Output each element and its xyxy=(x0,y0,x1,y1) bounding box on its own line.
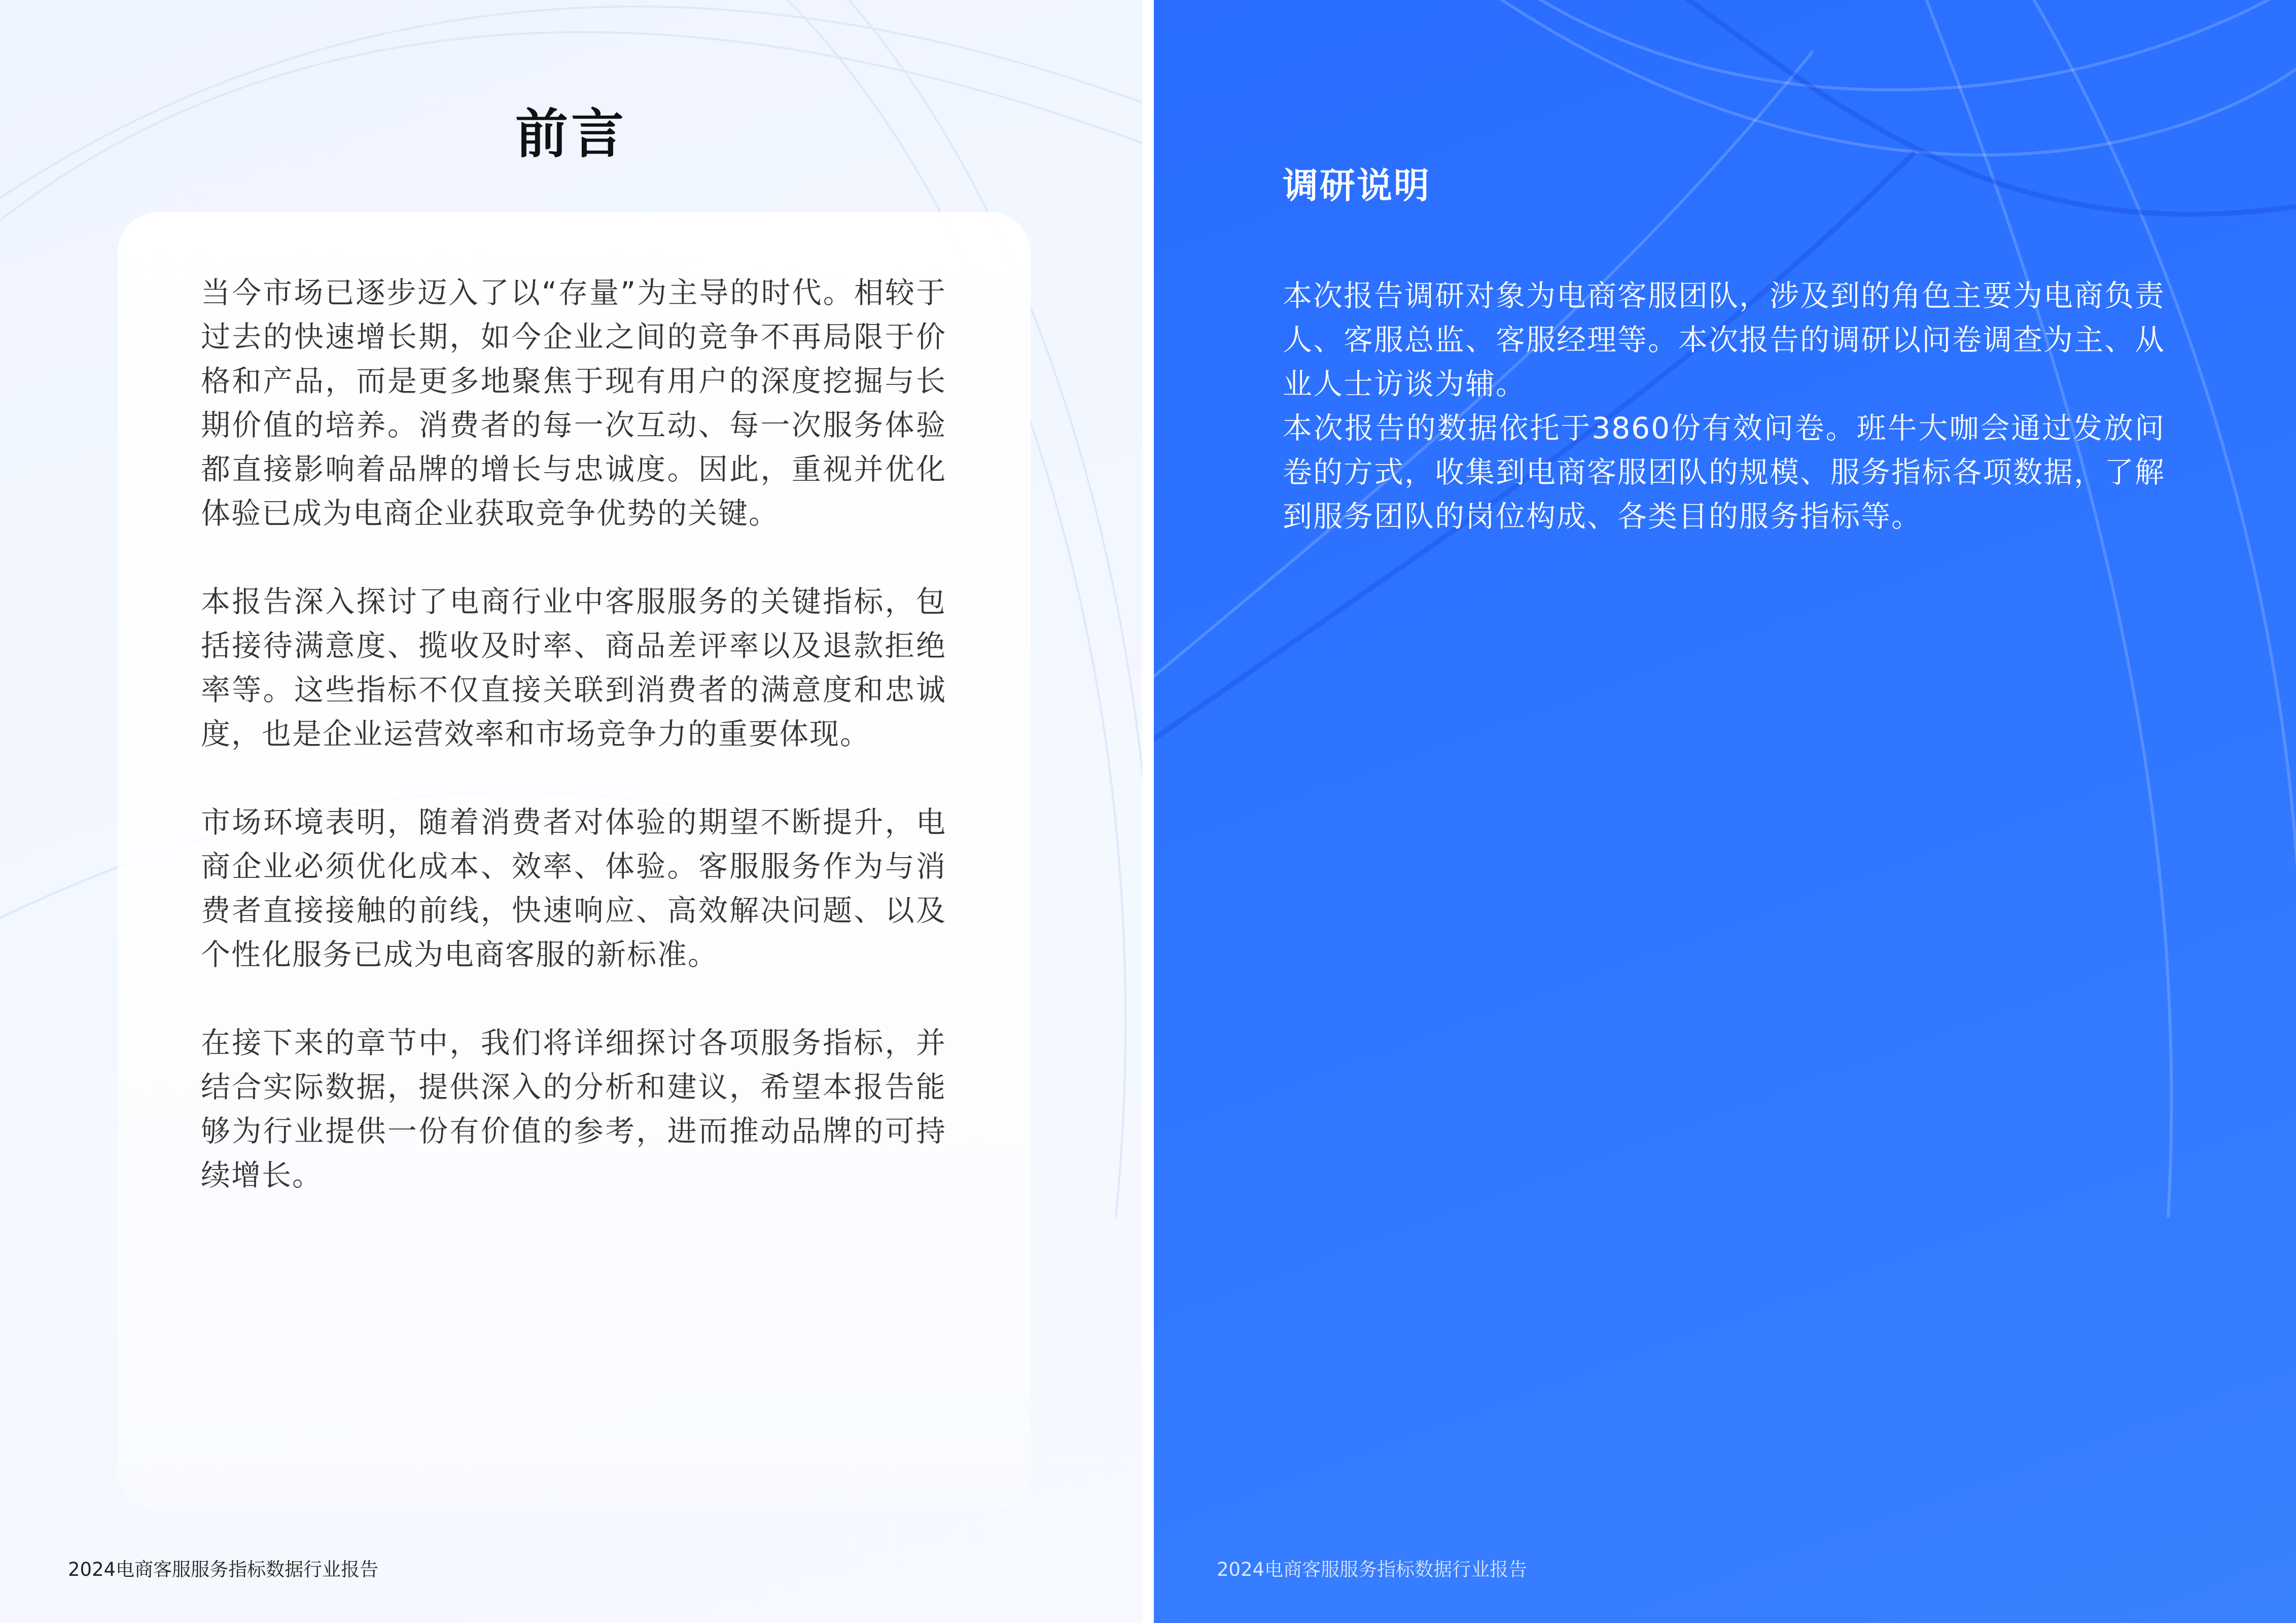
page-footer: 2024电商客服服务指标数据行业报告 xyxy=(1217,1559,1528,1580)
survey-paragraph-1: 本次报告调研对象为电商客服团队，涉及到的角色主要为电商负责人、客服总监、客服经理等。本次报告的调研以问卷调查为主、从业人士访谈为辅。 xyxy=(1283,278,2166,401)
section-title: 调研说明 xyxy=(1283,165,1431,206)
survey-paragraph-2: 本次报告的数据依托于3860份有效问卷。班牛大咖会通过发放问卷的方式，收集到电商客服团队的规模、服务指标各项数据，了解到服务团队的岗位构成、各类目的服务指标等。 xyxy=(1283,411,2166,534)
preface-card xyxy=(118,212,1031,1510)
preface-body xyxy=(201,271,946,1242)
preface-paragraph-3: 市场环境表明，随着消费者对体验的期望不断提升，电商企业必须优化成本、效率、体验。客服服务作为与消费者直接接触的前线，快速响应、高效解决问题、以及个性化服务已成为电商客服的新标准。 xyxy=(201,805,946,972)
preface-page xyxy=(0,0,1142,1623)
preface-paragraph-2: 本报告深入探讨了电商行业中客服服务的关键指标，包括接待满意度、揽收及时率、商品差评率以及退款拒绝率等。这些指标不仅直接关联到消费者的满意度和忠诚度，也是企业运营效率和市场竞争力的重要体现。 xyxy=(201,584,946,751)
decorative-curves xyxy=(1154,0,2296,1623)
preface-paragraph-1: 当今市场已逐步迈入了以“存量”为主导的时代。相较于过去的快速增长期，如今企业之间的竞争不再局限于价格和产品，而是更多地聚焦于现有用户的深度挖掘与长期价值的培养。消费者的每一次互动、每一次服务体验都直接影响着品牌的增长与忠诚度。因此，重视并优化体验已成为电商企业获取竞争优势的关键。 xyxy=(201,275,946,531)
survey-notes-body xyxy=(1283,274,2165,539)
page-title: 前言 xyxy=(515,103,627,165)
preface-paragraph-4: 在接下来的章节中，我们将详细探讨各项服务指标，并结合实际数据，提供深入的分析和建议，希望本报告能够为行业提供一份有价值的参考，进而推动品牌的可持续增长。 xyxy=(201,1026,946,1192)
survey-notes-page xyxy=(1154,0,2296,1623)
page-footer: 2024电商客服服务指标数据行业报告 xyxy=(68,1559,379,1580)
